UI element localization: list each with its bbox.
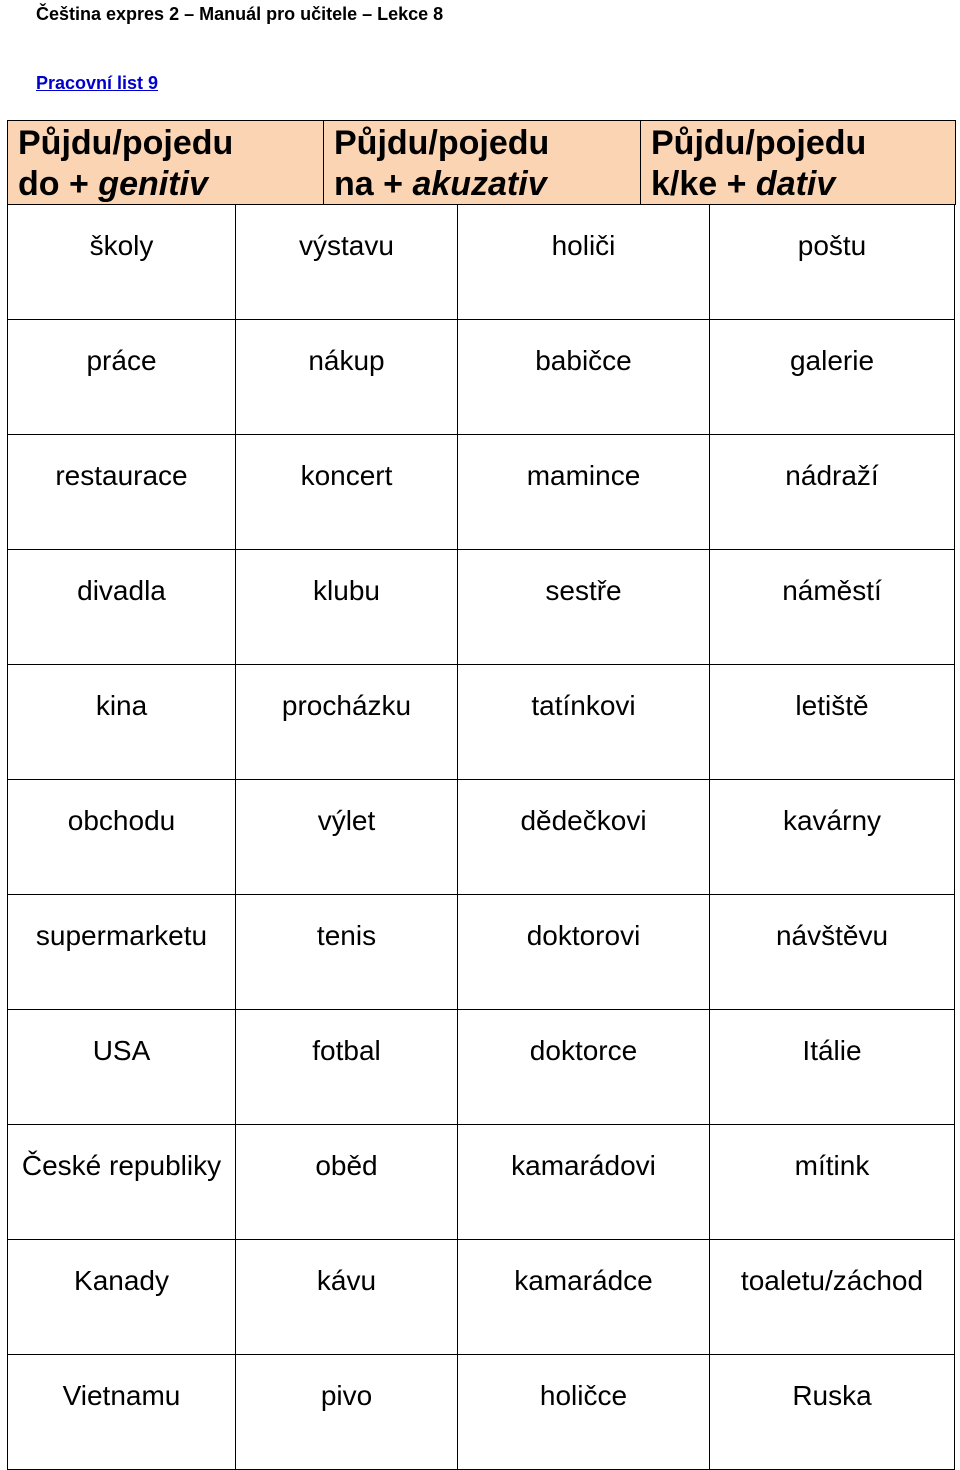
word-card-text: kavárny <box>782 805 882 836</box>
word-card-text: doktorovi <box>526 920 641 951</box>
word-card <box>8 1125 236 1240</box>
word-card-text: náměstí <box>782 575 882 606</box>
word-card-text: výstavu <box>299 230 394 261</box>
table-row <box>8 665 955 780</box>
word-card-text: sestře <box>545 575 622 606</box>
word-card <box>236 435 458 550</box>
word-card-text: kávu <box>316 1265 377 1296</box>
word-card <box>458 895 710 1010</box>
word-card <box>710 550 955 665</box>
column-header-genitiv <box>8 121 323 204</box>
word-card <box>236 1355 458 1470</box>
table-row <box>8 1010 955 1125</box>
word-card-text: koncert <box>300 460 393 491</box>
case-name: akuzativ <box>412 165 547 203</box>
word-card-text: holičce <box>539 1380 628 1411</box>
word-card <box>710 435 955 550</box>
word-card-text: kamarádce <box>514 1265 653 1296</box>
word-card <box>8 1010 236 1125</box>
word-card <box>458 665 710 780</box>
word-card <box>458 1240 710 1355</box>
word-card <box>458 320 710 435</box>
column-header-rule: do + genitiv <box>18 165 208 203</box>
word-card-text: USA <box>92 1035 151 1066</box>
table-row <box>8 780 955 895</box>
word-card-text: mítink <box>794 1150 870 1181</box>
word-card-text: restaurace <box>55 460 188 491</box>
word-card <box>8 1240 236 1355</box>
table-row <box>8 205 955 320</box>
column-header-rule: na + akuzativ <box>334 165 547 203</box>
word-card <box>710 205 955 320</box>
word-card <box>458 435 710 550</box>
word-card-text: doktorce <box>529 1035 638 1066</box>
word-card-text: babičce <box>535 345 632 376</box>
word-card <box>236 1240 458 1355</box>
word-card-text: pivo <box>320 1380 373 1411</box>
word-card <box>8 895 236 1010</box>
word-card <box>236 780 458 895</box>
word-card-text: Itálie <box>802 1035 862 1066</box>
word-card-text: toaletu/záchod <box>740 1265 924 1296</box>
word-card-text: dědečkovi <box>520 805 647 836</box>
word-card <box>236 665 458 780</box>
word-card-text: fotbal <box>312 1035 381 1066</box>
word-card-text: nádraží <box>785 460 879 491</box>
word-card <box>458 550 710 665</box>
document-header: Čeština expres 2 – Manuál pro učitele – Lekce 8 <box>36 4 444 24</box>
table-row <box>8 435 955 550</box>
word-card-text: Vietnamu <box>62 1380 181 1411</box>
table-row <box>8 1240 955 1355</box>
column-header-title: Půjdu/pojedu <box>334 124 550 162</box>
word-card-text: poštu <box>797 230 867 261</box>
word-card <box>458 1125 710 1240</box>
word-card-text: obchodu <box>67 805 176 836</box>
word-card <box>8 1355 236 1470</box>
word-card-text: klubu <box>313 575 380 606</box>
word-card <box>710 320 955 435</box>
case-name: genitiv <box>98 165 208 203</box>
word-card-text: holiči <box>551 230 616 261</box>
word-card-grid <box>7 205 955 1470</box>
word-card <box>8 320 236 435</box>
word-card <box>8 205 236 320</box>
column-header-title: Půjdu/pojedu <box>651 124 867 162</box>
word-card <box>710 895 955 1010</box>
table-row <box>8 1125 955 1240</box>
word-card <box>236 1125 458 1240</box>
worksheet-link[interactable]: Pracovní list 9 <box>36 73 159 93</box>
word-card-text: České republiky <box>21 1150 222 1181</box>
word-card <box>236 320 458 435</box>
word-card-text: výlet <box>317 805 376 836</box>
word-card-text: kamarádovi <box>511 1150 656 1181</box>
word-card <box>8 435 236 550</box>
word-card-text: Kanady <box>74 1265 169 1296</box>
table-row <box>8 1355 955 1470</box>
word-card-text: školy <box>89 230 154 261</box>
word-card <box>458 1355 710 1470</box>
word-card-text: divadla <box>77 575 166 606</box>
column-header-title: Půjdu/pojedu <box>18 124 234 162</box>
column-header-akuzativ <box>323 121 640 204</box>
table-row <box>8 895 955 1010</box>
word-card-text: kina <box>95 690 148 721</box>
word-card-text: procházku <box>281 690 412 721</box>
word-card <box>458 780 710 895</box>
word-card <box>236 1010 458 1125</box>
word-card-text: tenis <box>316 920 377 951</box>
word-card <box>710 780 955 895</box>
word-card <box>710 1125 955 1240</box>
word-card <box>710 665 955 780</box>
column-header-dativ <box>640 121 955 204</box>
word-card-text: mamince <box>526 460 641 491</box>
word-card <box>236 550 458 665</box>
case-name: dativ <box>755 165 836 203</box>
word-card-text: galerie <box>789 345 875 376</box>
column-header-rule: k/ke + dativ <box>651 165 836 203</box>
word-card-text: supermarketu <box>35 920 208 951</box>
word-card-text: návštěvu <box>775 920 889 951</box>
column-headers <box>7 120 956 205</box>
word-card <box>710 1240 955 1355</box>
word-card <box>8 665 236 780</box>
word-card-text: oběd <box>315 1150 378 1181</box>
word-card-text: letiště <box>795 690 869 721</box>
table-row <box>8 550 955 665</box>
word-card <box>8 550 236 665</box>
word-card-text: Ruska <box>792 1380 872 1411</box>
word-card <box>236 205 458 320</box>
word-card <box>710 1010 955 1125</box>
word-card-text: práce <box>86 345 157 376</box>
word-card-text: nákup <box>308 345 385 376</box>
word-card <box>458 205 710 320</box>
word-card <box>458 1010 710 1125</box>
table-row <box>8 320 955 435</box>
word-card <box>8 780 236 895</box>
word-card-text: tatínkovi <box>531 690 636 721</box>
word-card <box>236 895 458 1010</box>
word-card <box>710 1355 955 1470</box>
